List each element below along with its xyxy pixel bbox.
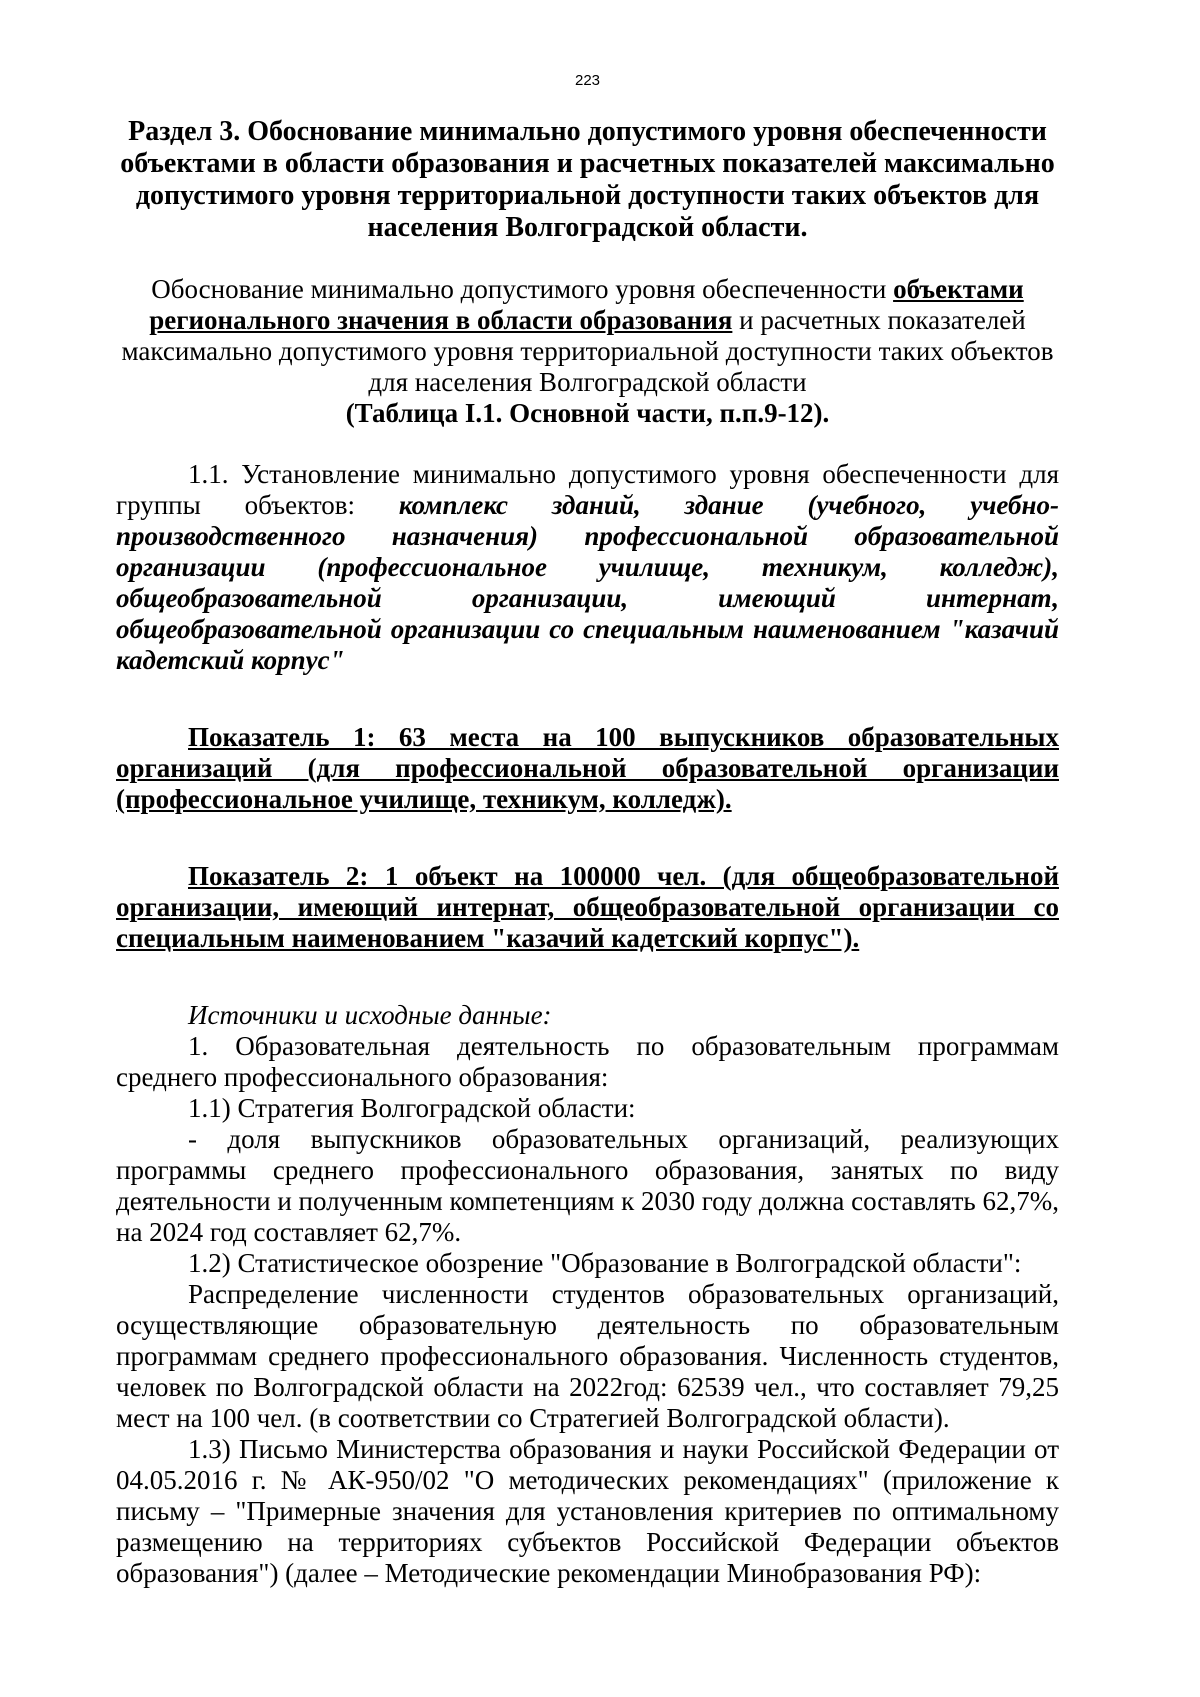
sources-paragraph-1-3: 1.3) Письмо Министерства образования и науки Российской Федерации от 04.05.2016 г. № АК-950/02 "О методических рекомендациях" (приложение к письму – "Примерные значения для установления критериев по оптимальному размещению на территориях субъектов Российской Федерации объектов образования") (далее – Методические рекомендации Минобразования РФ): — [116, 1434, 1059, 1588]
intro-text-part1: Обоснование минимально допустимого уровня обеспеченности — [151, 274, 894, 304]
indicator-2: Показатель 2: 1 объект на 100000 чел. (для общеобразовательной организации, имеющий интернат, общеобразовательной организации со специальным наименованием "казачий кадетский корпус"). — [116, 861, 1059, 953]
sources-paragraph-1-1-item: - доля выпускников образовательных организаций, реализующих программы среднего профессионального образования, занятых по виду деятельности и полученным компетенциям к 2030 году должна составлять 62,7%, на 2024 год составляет 62,7%. — [116, 1124, 1059, 1247]
table-reference: (Таблица I.1. Основной части, п.п.9-12). — [345, 398, 830, 428]
indicator-1: Показатель 1: 63 места на 100 выпускников образовательных организаций (для профессиональной образовательной организации (профессиональное училище, техникум, колледж). — [116, 722, 1059, 814]
paragraph-1-1 — [116, 459, 1059, 676]
sources-heading: Источники и исходные данные: — [188, 1000, 552, 1030]
intro-text-part2: и расчетных показателей максимально допустимого уровня территориальной доступности таких объектов для населения Волгоградской области — [121, 305, 1054, 397]
sources-paragraph-1-2: 1.2) Статистическое обозрение "Образование в Волгоградской области": — [188, 1248, 1022, 1278]
sources-paragraph-1-2-text: Распределение численности студентов образовательных организаций, осуществляющие образовательную деятельность по образовательным программам среднего профессионального образования. Численность студентов, человек по Волгоградской области на 2022год: 62539 чел., что составляет 79,25 мест на 100 чел. (в соответствии со Стратегией Волгоградской области). — [116, 1279, 1059, 1433]
page-number: 223 — [574, 72, 601, 89]
intro-underlined-text: объектами регионального значения в области образования — [149, 274, 1024, 335]
intro-block — [116, 274, 1059, 429]
paragraph-1-1-lead: 1.1. Установление минимально допустимого уровня обеспеченности для группы объектов: — [116, 459, 1059, 520]
sources-paragraph-1: 1. Образовательная деятельность по образовательным программам среднего профессионального образования: — [116, 1031, 1059, 1092]
section-title: Раздел 3. Обоснование минимально допустимого уровня обеспеченности объектами в области образования и расчетных показателей максимально допустимого уровня территориальной доступности таких объектов для населения Волгоградской области. — [120, 116, 1055, 243]
paragraph-1-1-objects: комплекс зданий, здание (учебного, учебно-производственного назначения) профессиональной образовательной организации (профессиональное училище, техникум, колледж), общеобразовательной организации, имеющий интернат, общеобразовательной организации со специальным наименованием "казачий кадетский корпус" — [116, 490, 1059, 675]
sources-paragraph-1-1: 1.1) Стратегия Волгоградской области: — [188, 1093, 636, 1123]
